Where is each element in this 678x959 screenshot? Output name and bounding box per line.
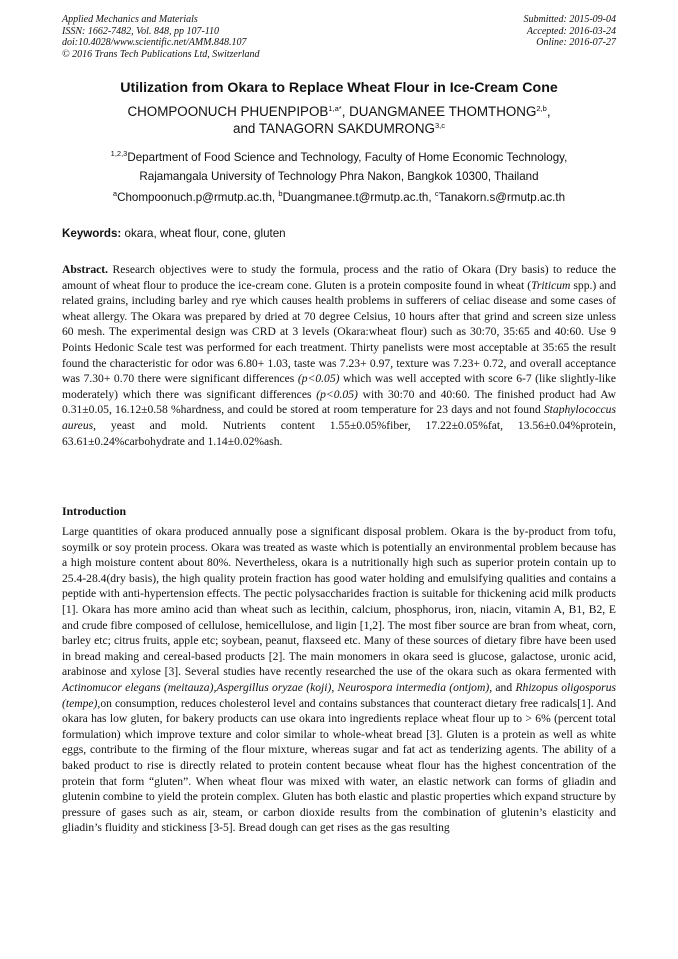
intro-text: and xyxy=(492,680,516,694)
author-separator: , xyxy=(341,104,350,119)
abstract-text: with 30:70 and 40:60. The finished product had Aw 0.31±0.05, 16.12±0.58 %hardness, and could be stored at room temperature for 23 days and not found xyxy=(62,387,616,417)
author-affil-sup: 3,c xyxy=(434,121,445,130)
abstract-text: which was well accepted with score 6-7 (like slightly-like moderately) which there was significant differences xyxy=(62,372,617,401)
abstract-text: Research objectives were to study the formula, process and the ratio of Okara (Dry basis) to reduce the amount of wheat flour to produce the ice-cream cone. Gluten is a protein composite found in wheat ( xyxy=(62,263,616,292)
title-block xyxy=(62,79,616,206)
email-sup: a xyxy=(112,189,118,198)
affiliation-sup: 1,2,3 xyxy=(110,149,128,158)
author-name: TANAGORN SAKDUMRONG xyxy=(258,121,435,136)
affiliation-line: Rajamangala University of Technology Phra Nakon, Bangkok 10300, Thailand xyxy=(139,170,539,183)
keywords xyxy=(62,227,616,241)
affiliation-line: Department of Food Science and Technology, Faculty of Home Economic Technology, xyxy=(127,151,568,164)
paper-title: Utilization from Okara to Replace Wheat Flour in Ice-Cream Cone xyxy=(120,80,558,96)
abstract-text: spp.) and related grains, including barley and rye which causes health problems in sufferers of celiac disease and some cases of wheat allergy. The Okara was prepared by dried at 70 degree Celsius, 10 hours after that grind and screen size unless 60 mesh. The experimental design was CRD at 3 levels (Okara:wheat flour) such as 30:70, 35:65 and 40:60. Use 9 Points Hedonic Scale test was performed for each treatment. Thirty panelists were most acceptable at 35:65 the result found the characteristic for odor was 6.80+ 1.03, taste was 7.23+ 0.97, texture was 7.23+ 0.72, and overall acceptance was 7.30+ 0.70 there were significant differences xyxy=(62,278,616,386)
author-name: CHOMPOONUCH PHUENPIPOB xyxy=(127,104,329,119)
journal-copyright: © 2016 Trans Tech Publications Ltd, Switzerland xyxy=(62,48,260,60)
intro-text: on consumption, reduces cholesterol level and contains substances that counteract dietary free radicals[1]. And okara has low gluten, for bakery products can use okara into ingredients replace wheat flour up to > 6% (percent total formulation) which improve texture and color similar to whole-wheat bread [3]. Gluten is a protein as well as white eggs, contribute to the firming of the flour mixture, whereas sugar and fat act as tenderizing agents. The ability of a baked product to rise is directly related to protein content because wheat flour has the highest concentration of the protein that form “gluten”. When wheat flour was mixed with water, an elastic network can forms of gliadin and glutenin combine to yield the protein complex. Gluten has both elastic and plastic properties which expand structure by pressure of gases such as air, steam, or carbon dioxide results from the combination of glutenin’s elasticity and gliadin’s fluidity and stickiness [3-5]. Bread dough can get rises as the gas resulting xyxy=(62,696,616,835)
journal-info xyxy=(62,14,260,60)
section-heading-introduction: Introduction xyxy=(62,504,127,518)
abstract-italic: (p<0.05) xyxy=(316,387,358,401)
journal-issn: ISSN: 1662-7482, Vol. 848, pp 107-110 xyxy=(62,25,220,37)
keywords-text: okara, wheat flour, cone, gluten xyxy=(121,227,286,240)
intro-text: Large quantities of okara produced annually pose a significant disposal problem. Okara is the by-product from tofu, soymilk or soy protein process. Okara was treated as waste which is potentially an environmental problem because has a high moisture content about 80%. Nevertheless, okara is a nutritionally high such as superior protein contain up to 25.4-28.4(dry basis), the high quality protein fraction has good water holding and emulsifying qualities and contains a peptide with anti-hypertension effects. The pectic polysaccharides fraction is suitable for thickening acid milk products [1]. Okara has more amino acid than wheat such as lecithin, calcium, phosphorus, iron, niacin, vitamin A, B1, B2, E and crude fibre composed of cellulose, hemicellulose, and ligin [1,2]. The most fiber source are bran from wheat, corn, barley etc; citrus fruits, apple etc; soybean, peanut, flaxseed etc. Many of these sources of dietary fibre have been used in bread making and cereal-based products [2]. The main monomers in okara seed is glucose, galactose, uronic acid, arabinose and xylose [3]. Several studies have recently researched the use of the okara such as okara fermented with xyxy=(62,525,616,679)
author-conjunction: and xyxy=(233,121,259,136)
author-affil-sup: 1,a* xyxy=(328,104,342,113)
submitted-date: Submitted: 2015-09-04 xyxy=(523,14,616,25)
accepted-date: Accepted: 2016-03-24 xyxy=(526,25,616,37)
author-affil-sup: 2,b xyxy=(536,104,547,113)
abstract-italic: Staphylococcus aureus xyxy=(62,403,616,432)
email-link[interactable]: Chompoonuch.p@rmutp.ac.th, xyxy=(117,191,279,204)
abstract-text: , yeast and mold. Nutrients content 1.55±0.05%fiber, 17.22±0.05%fat, 13.56±0.04%protein, 63.61±0.24%carbohydrate and 1.14±0.02%ash. xyxy=(62,418,616,448)
online-date: Online: 2016-07-27 xyxy=(536,37,616,48)
email-sup: c xyxy=(434,189,439,198)
intro-italic: Actinomucor elegans (meitauza),Aspergillus oryzae (koji), Neurospora intermedia (ontjom), xyxy=(62,680,493,694)
email-link[interactable]: Duangmanee.t@rmutp.ac.th, xyxy=(282,191,435,204)
submission-dates xyxy=(524,14,617,49)
author-name: DUANGMANEE THOMTHONG xyxy=(349,104,537,119)
email-link[interactable]: Tanakorn.s@rmutp.ac.th xyxy=(438,191,566,204)
abstract-italic: (p<0.05) xyxy=(297,372,340,386)
introduction-body xyxy=(62,524,616,836)
journal-doi: doi:10.4028/www.scientific.net/AMM.848.107 xyxy=(62,37,247,48)
abstract xyxy=(62,262,616,449)
affiliation xyxy=(62,148,616,186)
abstract-italic: Triticum xyxy=(531,278,571,292)
author-emails xyxy=(62,190,616,206)
author-separator: , xyxy=(546,104,551,119)
keywords-label: Keywords: xyxy=(62,227,122,240)
email-sup: b xyxy=(278,189,283,198)
abstract-label: Abstract. xyxy=(62,263,109,276)
author-list xyxy=(62,103,616,137)
journal-name: Applied Mechanics and Materials xyxy=(62,14,198,25)
intro-italic: Rhizopus oligosporus (tempe), xyxy=(62,680,616,710)
